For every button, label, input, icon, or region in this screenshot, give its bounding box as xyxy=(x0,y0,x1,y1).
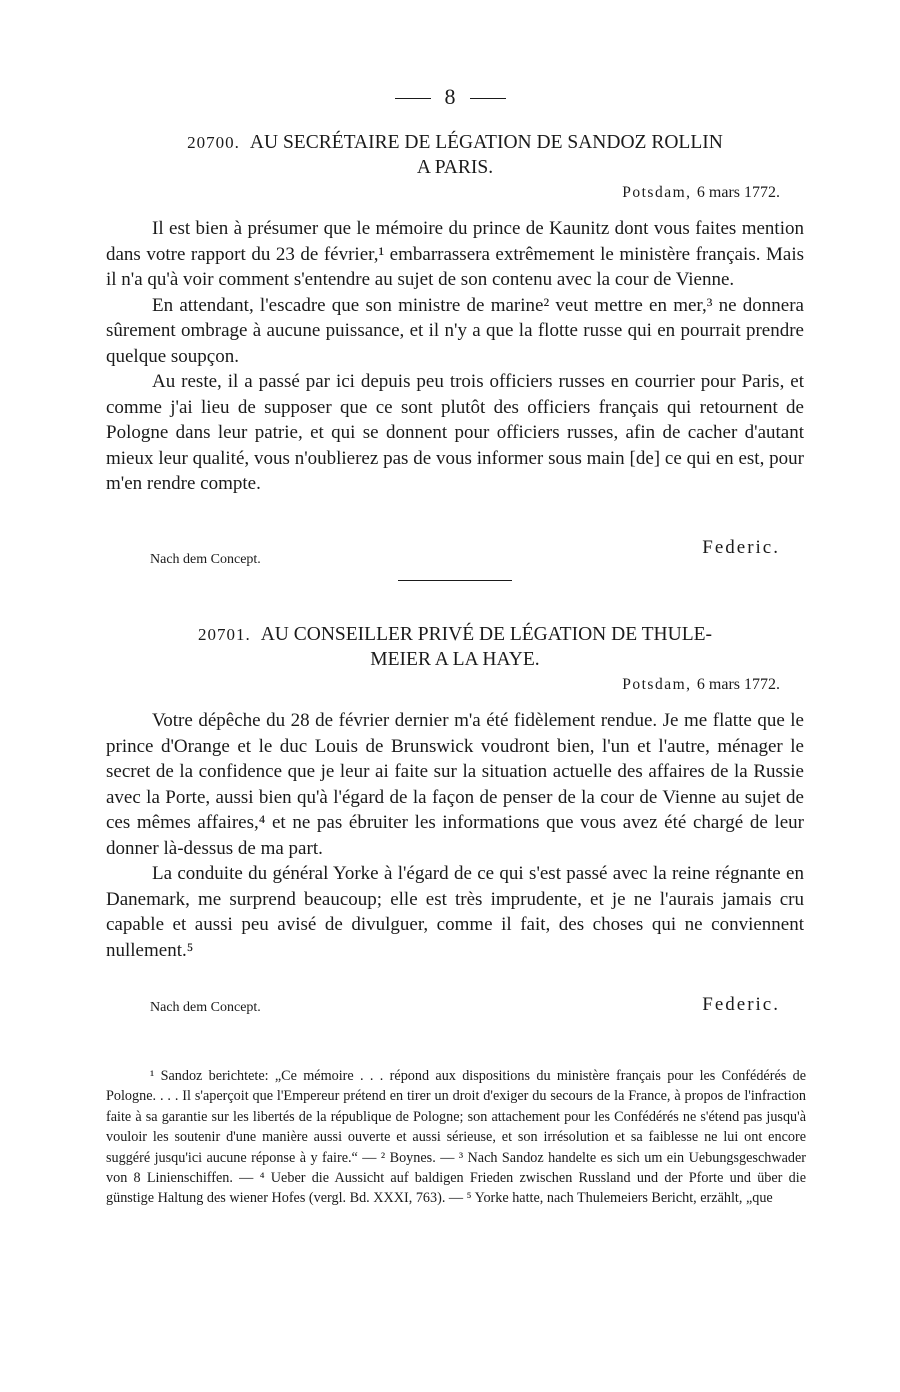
letter-body xyxy=(106,216,804,497)
letter-paragraph: La conduite du général Yorke à l'égard de ce qui s'est passé avec la reine régnante en Danemark, me surprend beaucoup; elle est très imprudente, et je ne l'aurais jamais cru capable et aussi peu avisé de divulguer, comme il fait, des choses qui ne conviennent nullement.⁵ xyxy=(106,863,804,961)
letter-source: Nach dem Concept. xyxy=(150,1000,261,1015)
letter-title xyxy=(106,130,804,180)
letter-place: Potsdam, xyxy=(622,184,692,201)
page-number-value: 8 xyxy=(444,84,456,109)
letter-paragraph: Il est bien à présumer que le mémoire du prince de Kaunitz dont vous faites mention dans votre rapport du 23 de février,¹ embarrassera extrêmement le ministère français. Mais il n'a qu'à voir comment s'entendre au sujet de son contenu avec la cour de Vienne. xyxy=(106,218,804,290)
letter-place-date xyxy=(622,676,780,694)
letter-title-line2: A PARIS. xyxy=(416,157,494,178)
footnote-text: ¹ Sandoz berichtete: „Ce mémoire . . . répond aux dispositions du ministère français pour les Confédérés de Pologne. . . . Il s'aperçoit que l'Empereur prétend en tirer un droit d'exiger du secours de la France, à propos de l'infraction faite à sa garantie sur les libertés de la république de Pologne; son attachement pour les Confédérés ne s'étend pas jusqu'à vouloir les soutenir d'une manière aussi ouverte et aussi sérieuse, et son irrésolution et sa faiblesse ne lui ont encore suggéré jusqu'ici aucune réponse à y faire.“ — ² Boynes. — ³ Nach Sandoz handelte es sich um ein Uebungsgeschwader von 8 Linienschiffen. — ⁴ Ueber die Aussicht auf baldigen Frieden zwischen Russland und der Pforte und über die günstige Haltung des wiener Hofes (vergl. Bd. XXXI, 763). — ⁵ Yorke hatte, nach Thulemeiers Bericht, erzählt, „que xyxy=(106,1068,806,1207)
letter-signature: Federic. xyxy=(702,994,780,1015)
letter-title-line1 xyxy=(106,622,804,647)
letter-title xyxy=(106,622,804,672)
letter-date: 6 mars 1772. xyxy=(696,184,780,201)
footnotes xyxy=(106,1066,806,1209)
letter-source: Nach dem Concept. xyxy=(150,552,261,567)
letter-body xyxy=(106,708,804,963)
letter-title-text: AU CONSEILLER PRIVÉ DE LÉGATION DE THULE- xyxy=(260,624,713,645)
letter-signature: Federic. xyxy=(702,537,780,558)
letter-title-text: AU SECRÉTAIRE DE LÉGATION DE SANDOZ ROLLIN xyxy=(249,132,723,153)
letter-place-date xyxy=(622,184,780,202)
section-divider xyxy=(398,580,512,581)
letter-number: 20701. xyxy=(197,625,251,644)
letter-date: 6 mars 1772. xyxy=(696,676,780,693)
page-number xyxy=(0,84,900,110)
letter-paragraph: En attendant, l'escadre que son ministre de marine² veut mettre en mer,³ ne donnera sûrement ombrage à aucune puissance, et il n'y a que la flotte russe qui en pourrait prendre quelque soupçon. xyxy=(106,294,804,367)
letter-paragraph: Votre dépêche du 28 de février dernier m'a été fidèlement rendue. Je me flatte que le prince d'Orange et le duc Louis de Brunswick voudront bien, l'un et l'autre, ménager le secret de la confidence que je leur ai faite sur la situation actuelle des affaires de la Russie avec la Porte, aussi bien qu'à l'égard de la façon de penser de la cour de Vienne au sujet de ces mêmes affaires,⁴ et ne pas ébruiter les informations que vous avez été chargé de leur donner là-dessus de ma part. xyxy=(106,710,804,859)
letter-place: Potsdam, xyxy=(622,676,692,693)
letter-title-line1 xyxy=(106,130,804,155)
letter-title-line2: MEIER A LA HAYE. xyxy=(370,649,540,670)
page-number-dash-right xyxy=(470,98,506,99)
page-number-dash-left xyxy=(395,98,431,99)
letter-number: 20700. xyxy=(187,133,240,152)
letter-paragraph: Au reste, il a passé par ici depuis peu trois officiers russes en courrier pour Paris, et comme j'ai lieu de supposer que ce sont plutôt des officiers français qui retournent de Pologne dans leur patrie, et qui se donnent pour officiers russes, afin de cacher d'autant mieux leur qualité, vous n'oublierez pas de vous informer sous main [de] ce qui en est, pour m'en rendre compte. xyxy=(106,371,804,494)
